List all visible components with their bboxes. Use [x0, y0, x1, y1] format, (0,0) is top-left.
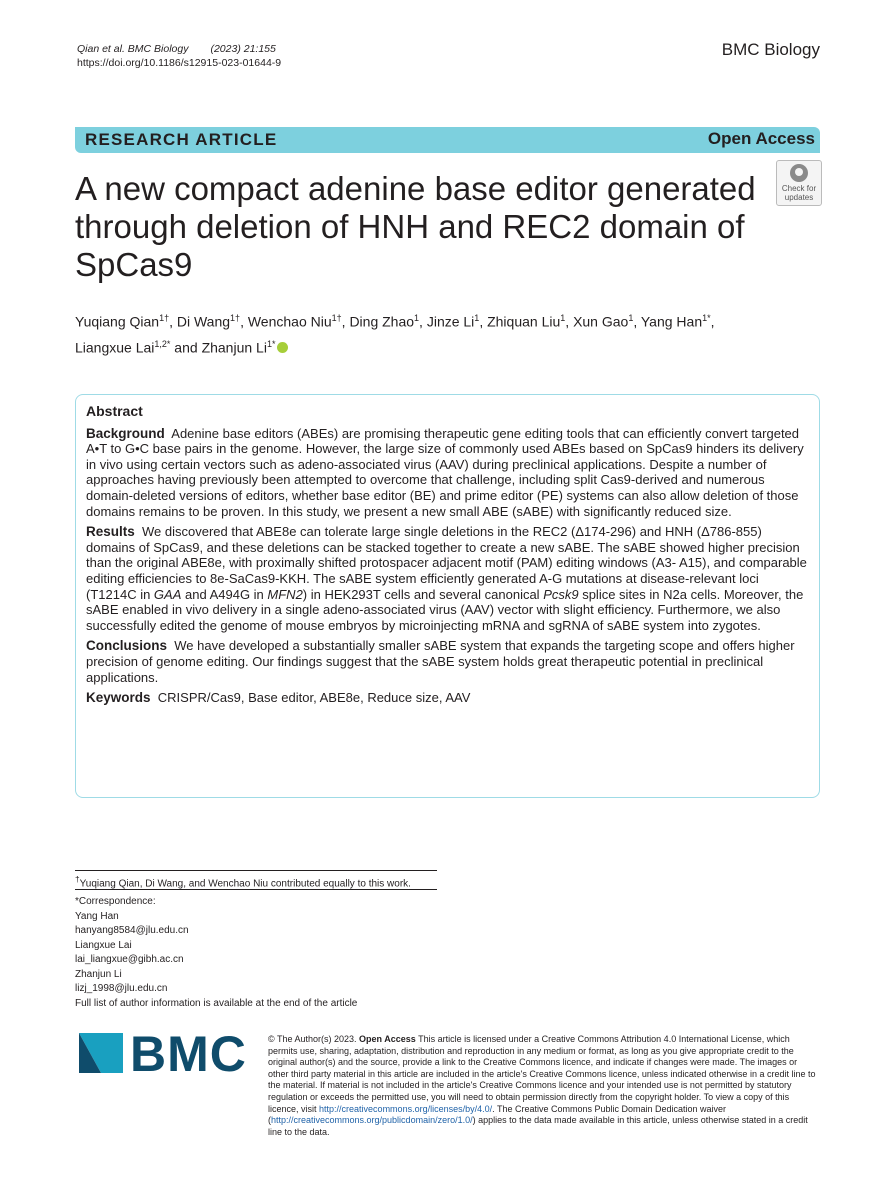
author-affiliation: 1* [266, 338, 276, 349]
check-for-updates-badge[interactable] [776, 160, 822, 206]
author-affiliation: 1† [159, 313, 170, 323]
author-name: Liangxue Lai [75, 339, 155, 356]
abstract-background [86, 426, 810, 520]
results-label: Results [86, 524, 135, 540]
background-label: Background [86, 425, 165, 441]
author-separator: and [170, 339, 202, 356]
equal-contribution-text: Yuqiang Qian, Di Wang, and Wenchao Niu contributed equally to this work. [79, 878, 411, 890]
corr-email[interactable]: hanyang8584@jlu.edu.cn [75, 925, 189, 936]
author-affiliation: 1* [702, 313, 711, 323]
corr-name: Yang Han [75, 910, 119, 922]
copyright: © The Author(s) 2023. [268, 1034, 357, 1044]
keywords-label: Keywords [86, 690, 151, 706]
author-name: Wenchao Niu [247, 313, 332, 330]
footnote-divider [75, 870, 437, 871]
license-body: This article is licensed under a Creative Commons Attribution 4.0 International License, which permits use, sharing, adaptation, distribution and reproduction in any medium or format, as long as you give appropriate credit to the original author(s) and the source, provide a link to the Creative Commons licence, and indicate if changes were made. The images or other third party material in this article are included in the article's Creative Commons licence, unless indicated otherwise in a credit line to the material. If material is not included in the article's Creative Commons licence and your intended use is not permitted by statutory regulation or exceeds the permitted use, you will need to obtain permission directly from the copyright holder. To view a copy of this licence, visit [268, 1034, 816, 1114]
author-affiliation: 1,2* [154, 338, 171, 349]
author-affiliation: 1† [230, 313, 241, 323]
author-name: Ding Zhao [349, 313, 415, 330]
author-separator: , [169, 313, 177, 330]
author-separator: , [419, 313, 427, 330]
results-text: ) in HEK293T cells and several canonical [302, 586, 544, 602]
author-affiliation: 1 [414, 313, 420, 323]
gene-gaa: GAA [153, 586, 182, 602]
author-affiliation: 1 [474, 313, 480, 323]
doi-link[interactable]: https://doi.org/10.1186/s12915-023-01644-9 [77, 57, 282, 69]
author-name: Zhiquan Liu [487, 313, 561, 330]
conclusions-label: Conclusions [86, 638, 168, 654]
author-name: Yang Han [640, 313, 703, 330]
abstract-results [86, 524, 810, 633]
author-separator: , [240, 313, 248, 330]
author-affiliation: 1† [331, 313, 342, 323]
citation-authors: Qian et al. BMC Biology [77, 43, 189, 55]
author-name: Xun Gao [573, 313, 629, 330]
open-access-inline: Open Access [359, 1034, 416, 1044]
author-separator: , [710, 313, 715, 330]
author-affiliation: 1 [628, 313, 634, 323]
author-info-note: Full list of author information is available at the end of the article [75, 997, 358, 1009]
abstract-heading: Abstract [86, 403, 143, 419]
correspondence-heading: *Correspondence: [75, 896, 156, 907]
journal-name: BMC Biology [721, 40, 820, 59]
author-name: Yuqiang Qian [75, 313, 160, 330]
author-line [75, 333, 815, 359]
conclusions-text: We have developed a substantially smaller sABE system that expands the targeting scope and offers higher precision of genome editing. Our findings suggest that the sABE system holds great therapeutic potential in preclinical applications. [86, 638, 795, 685]
check-updates-icon [790, 164, 808, 182]
corr-email[interactable]: lizj_1998@jlu.edu.cn [75, 983, 168, 994]
results-text: We discovered that ABE8e can tolerate large single deletions in the REC2 (Δ174-296) and HNH (Δ786-855) domains of SpCas9, and these deletions can be stacked together to create a new sABE. The sABE showed higher precision than the original ABE8e, with proximally shifted protospacer adjacent motif (PAM) editing windows (A3- A15), and comparable editing efficiencies to 8e-SaCas9-KKH. The sABE system efficiently generated A-G mutations at disease-relevant loci (T1214C in [86, 524, 807, 602]
equal-contribution-note [75, 874, 411, 889]
license-text [268, 1034, 820, 1138]
bmc-logo-icon [79, 1033, 123, 1073]
author-name: Di Wang [176, 313, 231, 330]
pd-waiver-link[interactable]: http://creativecommons.org/publicdomain/zero/1.0/ [271, 1115, 473, 1126]
article-type-label: RESEARCH ARTICLE [85, 130, 278, 149]
keywords-text: CRISPR/Cas9, Base editor, ABE8e, Reduce size, AAV [157, 690, 471, 706]
check-updates-label: Check for updates [781, 184, 817, 202]
author-line [75, 307, 815, 333]
author-separator: , [479, 313, 488, 330]
license-link[interactable]: http://creativecommons.org/licenses/by/4.0/ [319, 1103, 493, 1114]
correspondence-block [75, 895, 357, 1011]
bmc-logo-text: BMC [130, 1026, 247, 1082]
footnote-divider [75, 889, 437, 890]
citation-year: (2023) 21:155 [210, 43, 276, 55]
dagger-symbol: † [75, 874, 80, 884]
abstract-keywords [86, 690, 810, 706]
author-separator: , [633, 313, 641, 330]
orcid-icon[interactable] [277, 342, 288, 353]
author-name: Jinze Li [426, 313, 475, 330]
author-list [75, 307, 815, 358]
author-separator: , [341, 313, 350, 330]
author-separator: , [565, 313, 574, 330]
author-name: Zhanjun Li [201, 339, 267, 356]
gene-pcsk9: Pcsk9 [543, 586, 579, 602]
article-title: A new compact adenine base editor generated through deletion of HNH and REC2 domain of SpCas9 [75, 170, 756, 283]
corr-name: Zhanjun Li [75, 968, 122, 980]
corr-name: Liangxue Lai [75, 939, 132, 951]
author-affiliation: 1 [560, 313, 566, 323]
abstract-conclusions [86, 638, 810, 685]
license-body: ) applies to the data made available in this article, unless otherwise stated in a credit line to the data. [268, 1115, 808, 1137]
background-text: Adenine base editors (ABEs) are promising therapeutic gene editing tools that can efficiently convert targeted A•T to G•C base pairs in the genome. However, the large size of commonly used ABEs based on SpCas9 hinders its delivery in vivo using certain vectors such as adeno-associated virus (AAV) during preclinical applications. Despite a number of approaches having previously been attempted to overcome that challenge, including split Cas9-derived and numerous domain-deleted versions of editors, whether base editor (BE) and prime editor (PE) systems can also allow deletion of those domains remains to be proven. In this study, we present a new small ABE (sABE) with significantly reduced size. [86, 425, 804, 519]
open-access-label: Open Access [707, 129, 815, 148]
results-text: and A494G in [181, 586, 268, 602]
citation [77, 42, 281, 70]
abstract-box [75, 394, 820, 798]
results-text: splice sites in N2a cells. Moreover, the sABE enabled in vivo delivery in a single adeno-associated virus (AAV) vector with slight efficiency. Furthermore, we also successfully edited the genome of mouse embryos by microinjecting mRNA and sgRNA of sABE system into zygotes. [86, 586, 804, 633]
license-body: . The Creative Commons Public Domain Dedication waiver ( [268, 1103, 727, 1126]
gene-mfn2: MFN2 [267, 586, 303, 602]
corr-email[interactable]: lai_liangxue@gibh.ac.cn [75, 954, 184, 965]
